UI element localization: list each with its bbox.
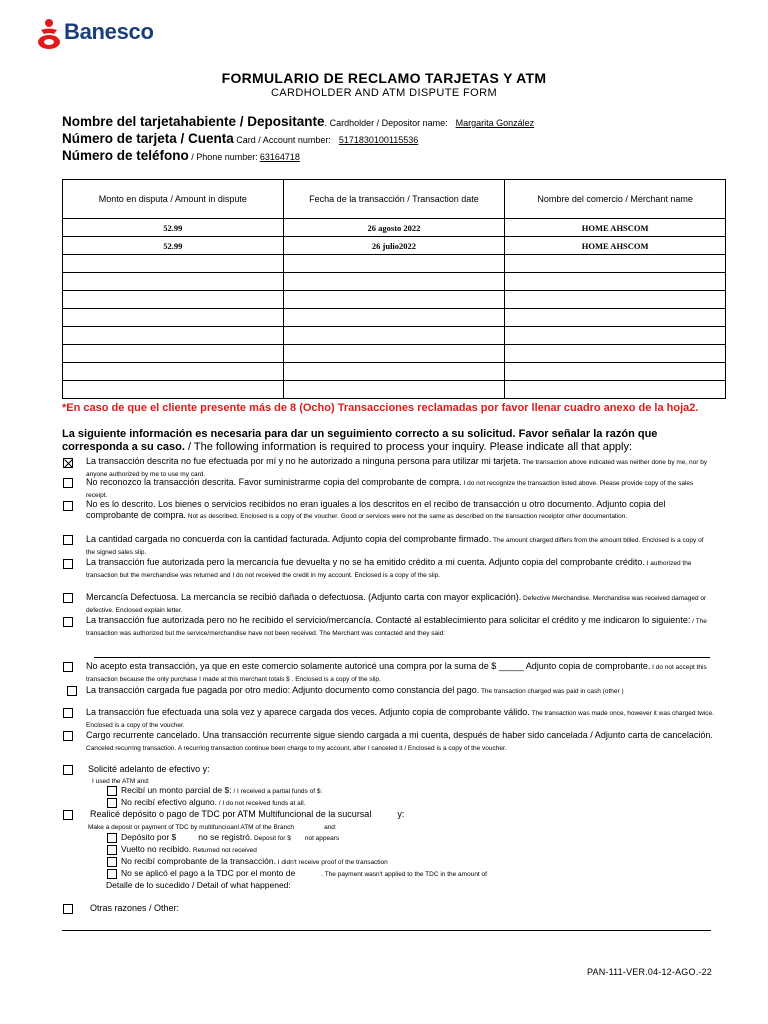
reason-text: La transacción descrita no fue efectuada por mí y no he autorizado a ninguna persona para utilizar mi tarjeta. [86,456,521,466]
phone-value[interactable]: 63164718 [259,152,300,162]
cell-merchant[interactable] [505,273,726,291]
reason-atm-deposit [90,809,404,819]
header-merchant: Nombre del comercio / Merchant name [505,180,726,219]
cash-none [121,797,305,809]
table-row [63,345,726,363]
cash-partial-checkbox[interactable] [107,786,117,796]
reason-defective-checkbox[interactable] [63,593,73,603]
phone-label-en: / Phone number: [188,152,258,162]
reason-unrecognized [86,477,714,501]
reason-text: Mercancía Defectuosa. La mercancía se recibió dañada o defectuosa. (Adjunto carta con mayor explicación). [86,592,522,602]
reason-text-en: . The payment wasn't applied to the TDC in the amount of [321,871,487,878]
cell-date[interactable]: 26 julio2022 [283,237,505,255]
cell-merchant[interactable] [505,363,726,381]
atm-change-missing-checkbox[interactable] [107,845,117,855]
cell-amount[interactable] [63,255,284,273]
reason-partial-amount-checkbox[interactable] [63,662,73,672]
cell-date[interactable] [283,381,505,399]
reason-amount-differs [86,534,714,558]
cell-date[interactable] [283,291,505,309]
reason-text: Vuelto no recibido. [121,844,192,854]
phone-label: Número de teléfono [62,148,189,163]
cash-partial [121,785,322,797]
reason-unrecognized-checkbox[interactable] [63,478,73,488]
reason-text-en: I didn't receive proof of the transaction [275,859,388,866]
cell-merchant[interactable] [505,327,726,345]
reason-text: La transacción fue autorizada pero la mercancía fue devuelta y no se ha emitido crédito a mi cuenta. Adjunto copia del comprobante crédito. [86,557,645,567]
atm-detail-label: Detalle de lo sucedido / Detail of what happened: [106,880,291,890]
cell-date[interactable] [283,273,505,291]
atm-no-receipt [121,856,388,868]
reason-not-received [86,615,714,639]
reason-amount-differs-checkbox[interactable] [63,535,73,545]
reason-charged-twice [86,707,714,731]
instructions-es: La siguiente información es necesaria para dar un seguimiento correcto a su solicitud. Favor señalar la razón que corresponda a su caso. [62,428,658,453]
atm-change-missing [121,844,257,856]
reason-unauthorized-checkbox[interactable] [63,458,73,468]
cell-merchant[interactable] [505,291,726,309]
instructions [62,428,726,454]
reason-text: La cantidad cargada no concuerda con la cantidad facturada. Adjunto copia del comprobante firmado. [86,534,492,544]
atm-no-receipt-checkbox[interactable] [107,857,117,867]
reason-text: Recibí un monto parcial de $: [121,785,232,795]
reason-recurring [86,730,714,754]
reason-text: No acepto esta transacción, ya que en este comercio solamente autoricé una compra por la suma de $ _____ Adjunto copia de comprobante. [86,661,651,671]
form-subtitle: CARDHOLDER AND ATM DISPUTE FORM [270,87,498,99]
cell-date[interactable] [283,255,505,273]
cell-amount[interactable] [63,327,284,345]
cell-merchant[interactable]: HOME AHSCOM [505,237,726,255]
reason-text-en-suffix: not appears [304,835,340,842]
reason-recurring-checkbox[interactable] [63,731,73,741]
reason-text-en: Canceled recurring transaction. A recurring transaction continue been charge to my account, after I canceled it / Enclosed is a copy of the voucher. [86,745,507,752]
reason-text: No se aplicó el pago a la TDC por el monto de [121,868,296,878]
cell-date[interactable] [283,327,505,345]
cell-merchant[interactable] [505,381,726,399]
reason-text-en: / I received a partial funds of $: [231,788,323,795]
reason-paid-other-checkbox[interactable] [67,686,77,696]
reason-paid-other [86,685,714,697]
reason-text: La transacción fue efectuada una sola vez y aparece cargada dos veces. Adjunto copia de comprobante válido. [86,707,530,717]
reason-text-en: The transaction above indicated was neither done by me, nor by anyone authorized by me to use my card. [86,459,708,478]
reason-text: La transacción fue autorizada pero no he recibido el servicio/mercancía. Contacté al establecimiento para solicitar el crédito y me indicaron lo siguiente: [86,615,691,625]
card-label: Número de tarjeta / Cuenta [62,131,234,146]
cell-amount[interactable] [63,381,284,399]
atm-payment-not-applied [121,868,487,880]
reason-text: Depósito por $ [121,832,177,842]
reason-text-suffix: y: [397,809,405,819]
atm-deposit-missing [121,832,339,844]
reason-not-described-checkbox[interactable] [63,501,73,511]
table-row [63,363,726,381]
reason-text-en: Returned not received [191,847,257,854]
warning-note: *En caso de que el cliente presente más de 8 (Ocho) Transacciones reclamadas por favor llenar cuadro anexo de la hoja2. [62,402,699,414]
table-row [63,327,726,345]
table-row [63,291,726,309]
holder-value[interactable]: Margarita González [455,118,535,128]
instructions-en: / The following information is required to process your inquiry. Please indicate all that apply: [184,441,633,453]
reason-text-en: I do not accept this transaction because the only purchase I made at this merchant totals $ . Enclosed is a copy of the slip. [86,664,707,683]
table-row [63,255,726,273]
cell-amount[interactable]: 52.99 [63,219,284,237]
cell-date[interactable]: 26 agosto 2022 [283,219,505,237]
atm-payment-not-applied-checkbox[interactable] [107,869,117,879]
holder-label: Nombre del tarjetahabiente / Depositante [62,114,325,129]
card-value[interactable]: 5171830100115536 [338,135,419,145]
reason-partial-amount [86,661,714,685]
reason-defective [86,592,714,616]
reason-returned-checkbox[interactable] [63,559,73,569]
reason-atm-deposit-checkbox[interactable] [63,810,73,820]
reason-returned [86,557,714,581]
cell-date[interactable] [283,345,505,363]
holder-field [62,114,534,129]
cell-amount[interactable] [63,309,284,327]
reason-text: No recibí comprobante de la transacción. [121,856,276,866]
reason-text: Realicé depósito o pago de TDC por ATM Multifuncional de la sucursal [90,809,372,819]
reason-not-received-checkbox[interactable] [63,617,73,627]
table-row [63,237,726,255]
holder-label-en: . Cardholder / Depositor name: [324,118,448,128]
cell-amount[interactable] [63,345,284,363]
brand-name: Banesco [64,19,154,44]
table-row [63,381,726,399]
table-row [63,219,726,237]
reason-text-en: Deposit for $ [252,835,291,842]
reason-text: No reconozco la transacción descrita. Favor suministrarme copia del comprobante de compra. [86,477,462,487]
card-label-en: Card / Account number: [233,135,331,145]
table-row [63,273,726,291]
reason-text-en: Not as described. Enclosed is a copy of the voucher. Good or services were not the same as described on the transaction receiptor other documentation. [186,513,628,520]
table-row [63,309,726,327]
dispute-table [62,179,726,399]
reason-other: Otras razones / Other: [90,903,180,913]
cell-amount[interactable] [63,291,284,309]
reason-text-en: / I do not received funds at all. [216,800,306,807]
reason-text-en: I authorized the transaction but the merchandise was returned and I do not received the credit in my account. Enclosed is a copy of the slip. [86,560,692,579]
banesco-logo [36,16,176,52]
merchant-response-line[interactable] [94,657,710,658]
cell-date[interactable] [283,309,505,327]
reason-text-en: I do not recognize the transaction listed above. Please provide copy of the sales receipt. [86,480,694,499]
cell-merchant[interactable] [505,255,726,273]
cell-amount[interactable] [63,363,284,381]
reason-not-described [86,499,714,522]
reason-text-en: The transaction was made once, however it was charged twice. Enclosed is a copy of the voucher. [86,710,714,729]
other-reason-line[interactable] [62,930,711,931]
reason-text-en-suffix: and: [324,824,337,831]
reason-text-en: Defective Merchandise. Merchandise was received damaged or defective. Enclosed explain letter. [86,595,707,614]
reason-text: No es lo descrito. Los bienes o servicios recibidos no eran iguales a los descritos en el recibo de transacción u otro documento. Adjunto copia del comprobante de compra. [86,499,666,520]
reason-text: La transacción cargada fue pagada por otro medio: Adjunto documento como constancia del pago. [86,685,480,695]
reason-text-en: Make a deposit or payment of TDC by multifuncioanl ATM of the Branch [88,824,295,831]
reason-text-mid: no se registró. [198,832,253,842]
reason-text-en: I used the ATM and: [92,778,150,785]
cell-amount[interactable]: 52.99 [63,237,284,255]
form-code: PAN-111-VER.04-12-AGO.-22 [586,967,712,977]
form-title: FORMULARIO DE RECLAMO TARJETAS Y ATM [221,70,547,86]
phone-field [62,148,300,163]
cell-date[interactable] [283,363,505,381]
cell-merchant[interactable] [505,309,726,327]
cell-merchant[interactable] [505,345,726,363]
cash-none-checkbox[interactable] [107,798,117,808]
reason-charged-twice-checkbox[interactable] [63,708,73,718]
cell-merchant[interactable]: HOME AHSCOM [505,219,726,237]
header-amount: Monto en disputa / Amount in dispute [63,180,284,219]
header-date: Fecha de la transacción / Transaction date [283,180,505,219]
reason-text-en: The amount charged differs from the amount billed. Enclosed is a copy of the signed sales slip. [86,537,704,556]
table-header-row [63,180,726,219]
atm-deposit-missing-checkbox[interactable] [107,833,117,843]
reason-text: Cargo recurrente cancelado. Una transacción recurrente sigue siendo cargada a mi cuenta, después de haber sido cancelada / Adjunto carta de cancelación. [86,730,713,740]
reason-text: No recibí efectivo alguno. [121,797,217,807]
card-field [62,131,418,146]
cell-amount[interactable] [63,273,284,291]
reason-cash-advance: Solicité adelanto de efectivo y: [88,764,210,774]
banesco-person-icon [36,18,62,50]
reason-other-checkbox[interactable] [63,904,73,914]
reason-cash-advance-checkbox[interactable] [63,765,73,775]
reason-text-en: / The transaction was authorized but the service/merchandise have not been received. The Merchant was contacted and they said: [86,618,707,637]
reason-text-en: The transaction charged was paid in cash (other ) [479,688,624,695]
